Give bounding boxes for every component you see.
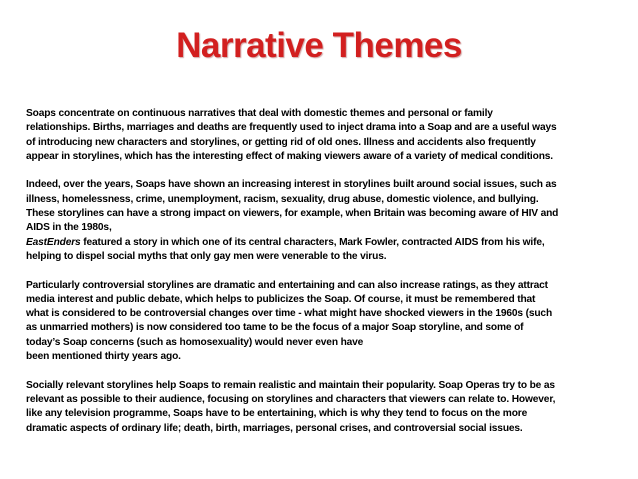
text-line: AIDS in the 1980s,	[26, 222, 112, 234]
text-line: been mentioned thirty years ago.	[26, 351, 181, 363]
text-line: what is considered to be controversial changes over time - what might have shocked viewers in the 1960s (such	[26, 308, 553, 320]
text-line: of introducing new characters and storylines, or getting rid of old ones. Illness and accidents also frequently	[26, 136, 536, 148]
text-line	[26, 236, 618, 250]
text-line: illness, homelessness, crime, unemployment, racism, sexuality, drug abuse, domestic violence, and bullying.	[26, 193, 539, 205]
text-line: relationships. Births, marriages and deaths are frequently used to inject drama into a Soap and are a useful ways	[26, 122, 557, 134]
text-line: today’s Soap concerns (such as homosexuality) would never even have	[26, 336, 364, 348]
text-line: These storylines can have a strong impact on viewers, for example, when Britain was becoming aware of HIV and	[26, 208, 559, 220]
text-fragment: featured a story in which one of its central characters, Mark Fowler, contracted AIDS from his wife,	[80, 236, 545, 248]
paragraph-2	[26, 178, 618, 264]
text-line: Indeed, over the years, Soaps have shown an increasing interest in storylines built around social issues, such as	[26, 179, 557, 191]
text-line: Soaps concentrate on continuous narratives that deal with domestic themes and personal or family	[26, 108, 493, 119]
text-line: helping to dispel social myths that only gay men were venerable to the virus.	[26, 250, 387, 262]
text-line: like any television programme, Soaps have to be entertaining, which is why they tend to focus on the more	[26, 408, 528, 420]
text-line: Socially relevant storylines help Soaps to remain realistic and maintain their popularity. Soap Operas try to be as	[26, 379, 555, 391]
text-line: dramatic aspects of ordinary life; death, birth, marriages, personal crises, and controversial social issues.	[26, 422, 523, 434]
text-line: media interest and public debate, which helps to publicizes the Soap. Of course, it must be remembered that	[26, 293, 536, 305]
text-line: relevant as possible to their audience, focusing on storylines and characters that viewers can relate to. However,	[26, 393, 556, 405]
paragraph-4	[26, 379, 618, 436]
slide-body	[26, 107, 618, 450]
slide-title: Narrative Themes	[176, 26, 462, 65]
text-line: as unmarried mothers) is now considered too tame to be the focus of a major Soap storyline, and some of	[26, 322, 524, 334]
show-title: EastEnders	[26, 236, 81, 248]
paragraph-3	[26, 279, 618, 365]
text-line: Particularly controversial storylines are dramatic and entertaining and can also increase ratings, as they attract	[26, 279, 548, 291]
paragraph-1	[26, 107, 618, 164]
text-line: appear in storylines, which has the interesting effect of making viewers aware of a variety of medical conditions.	[26, 150, 553, 162]
